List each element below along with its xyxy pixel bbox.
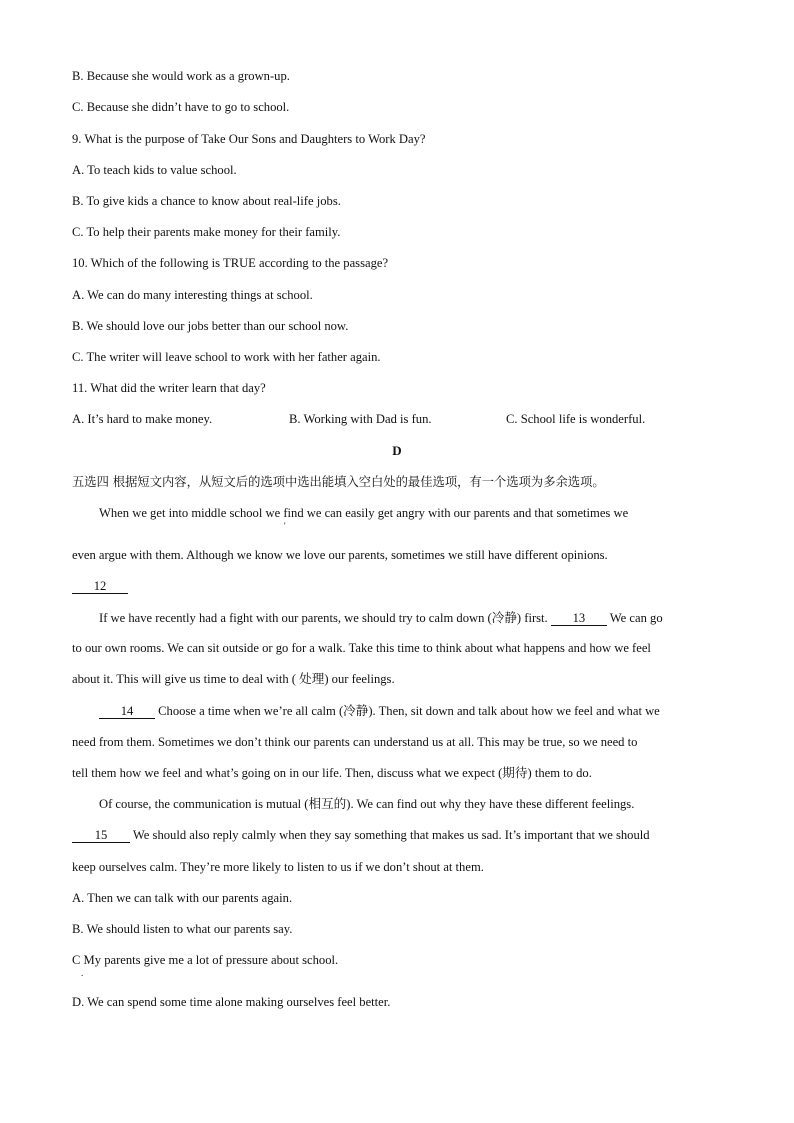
passage-p4-line1: Of course, the communication is mutual (相互的). We can find out why they have these different feelings. [99,797,635,811]
blank-12-line [72,578,128,594]
q11-option-b: B. Working with Dad is fun. [289,412,432,426]
q8-option-b: B. Because she would work as a grown-up. [72,69,290,83]
q11-question: 11. What did the writer learn that day? [72,381,266,395]
passage-p2-line1-part-a: If we have recently had a fight with our parents, we should try to calm down (冷静) first. [99,611,551,625]
section-letter: D [392,443,402,458]
q9-question: 9. What is the purpose of Take Our Sons and Daughters to Work Day? [72,132,426,146]
q9-option-a: A. To teach kids to value school. [72,163,237,177]
choice-d: D. We can spend some time alone making ourselves feel better. [72,995,391,1009]
choice-a: A. Then we can talk with our parents again. [72,891,293,905]
q8-option-c: C. Because she didn’t have to go to school. [72,100,290,114]
passage-p2-line2: to our own rooms. We can sit outside or go for a walk. Take this time to think about what happens and how we feel [72,641,651,655]
blank-12: 12 [72,579,128,594]
passage-p4-line2 [72,827,650,843]
passage-p3-line2: need from them. Sometimes we don’t think our parents can understand us at all. This may be true, so we need to [72,735,638,749]
passage-p3-line1-text: Choose a time when we’re all calm (冷静). Then, sit down and talk about how we feel and what we [155,704,660,718]
choice-c: C My parents give me a lot of pressure about school. [72,953,339,967]
q10-question: 10. Which of the following is TRUE according to the passage? [72,256,389,270]
passage-p2-line3: about it. This will give us time to deal with ( 处理) our feelings. [72,672,395,686]
blank-13: 13 [551,611,607,626]
passage-p4-line3: keep ourselves calm. They’re more likely to listen to us if we don’t shout at them. [72,860,484,874]
passage-p2-line1-part-b: We can go [606,611,663,625]
blank-15: 15 [72,828,130,843]
section-instruction: 五选四 根据短文内容，从短文后的选项中选出能填入空白处的最佳选项，有一个选项为多余选项。 [72,475,605,489]
q9-option-b: B. To give kids a chance to know about real-life jobs. [72,194,341,208]
stray-mark: . [81,968,84,978]
q10-option-b: B. We should love our jobs better than our school now. [72,319,349,333]
passage-p4-line2-text: We should also reply calmly when they say something that makes us sad. It’s important that we should [130,828,650,842]
passage-p1-line1-part-a: When we get into middle school [99,506,263,520]
q11-option-a: A. It’s hard to make money. [72,412,213,426]
q10-option-a: A. We can do many interesting things at school. [72,288,313,302]
stray-mark: ' [284,521,286,531]
passage-p1-line1 [99,505,628,521]
passage-p2-line1 [99,610,663,626]
q9-option-c: C. To help their parents make money for their family. [72,225,341,239]
passage-p1-line1-part-b: we find we can easily get angry with our parents and that sometimes we [262,506,629,520]
blank-14: 14 [99,704,155,719]
passage-p1-line2: even argue with them. Although we know we love our parents, sometimes we still have different opinions. [72,548,608,562]
passage-p3-line1 [99,703,660,719]
passage-p3-line3: tell them how we feel and what’s going on in our life. Then, discuss what we expect (期待) them to do. [72,766,592,780]
q10-option-c: C. The writer will leave school to work with her father again. [72,350,381,364]
q11-option-c: C. School life is wonderful. [506,412,646,426]
choice-b: B. We should listen to what our parents say. [72,922,293,936]
